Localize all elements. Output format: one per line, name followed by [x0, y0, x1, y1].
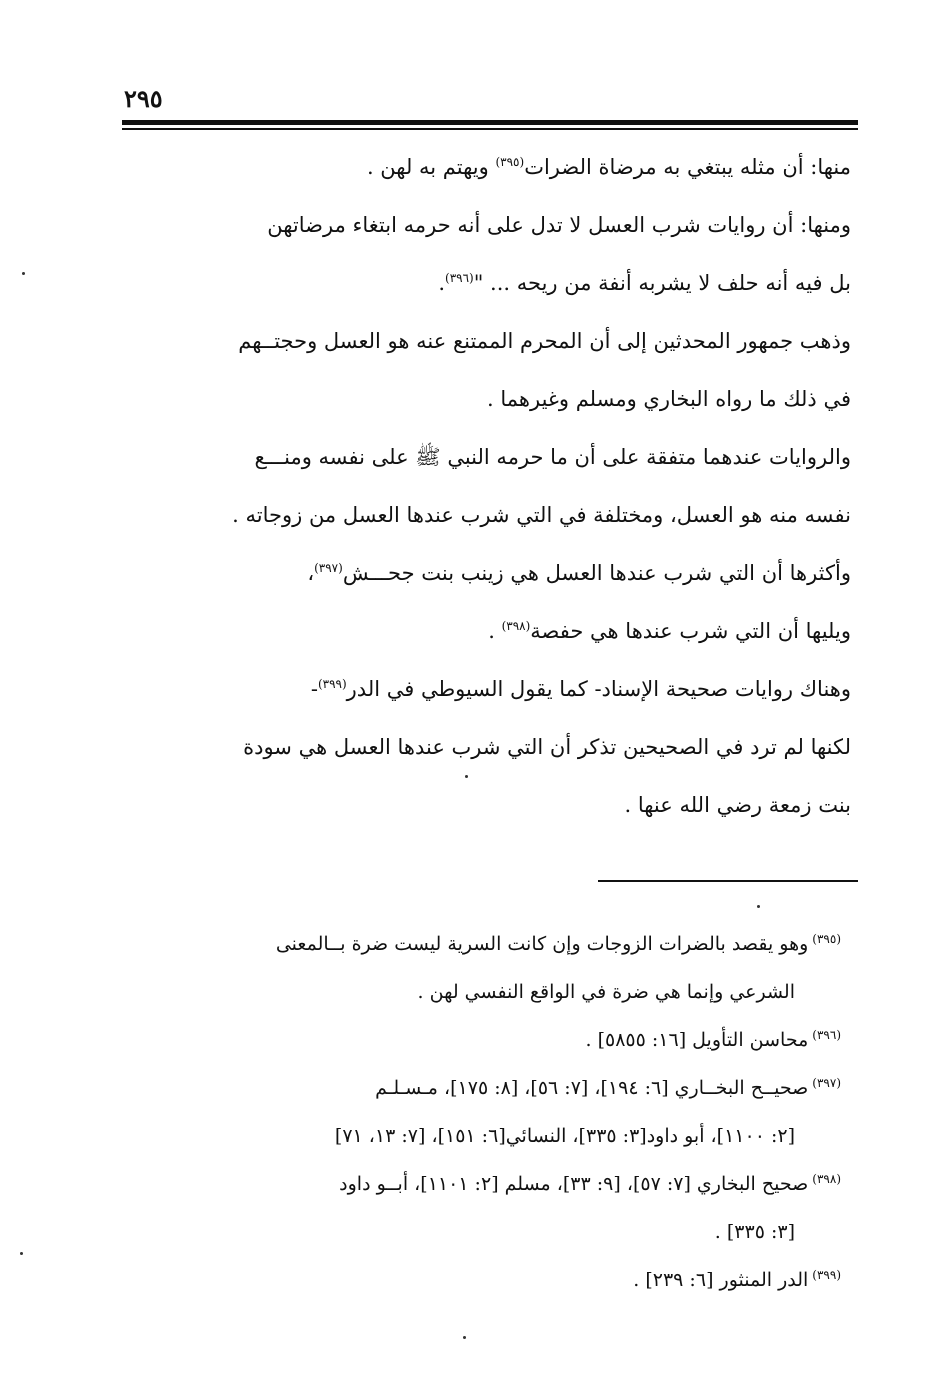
footnote-number: (٣٩٧)	[812, 1075, 841, 1090]
scan-speck	[463, 1336, 466, 1339]
footnote-number: (٣٩٦)	[812, 1027, 841, 1042]
text-line: لكنها لم ترد في الصحيحين تذكر أن التي شرب عندها العسل هي سودة	[243, 735, 851, 759]
footnote-separator	[598, 880, 858, 882]
text-line: بنت زمعة رضي الله عنها .	[624, 793, 851, 817]
footnote-line: $^{(٣٩٧)}$صحيــح البخــاري [٦: ١٩٤]، [٧: ٥٦]، [٨: ١٧٥]، مـسـلـم	[375, 1075, 841, 1099]
text-line: في ذلك ما رواه البخاري ومسلم وغيرهما .	[487, 387, 851, 411]
footnote-line: الشرعي وإنما هي ضرة في الواقع النفسي لهن .	[417, 981, 795, 1003]
footnote-ref[interactable]: (٣٩٦)	[445, 271, 474, 285]
footnote-ref[interactable]: (٣٩٥)	[495, 155, 525, 169]
footnotes	[251, 920, 841, 1304]
footnote-line: $^{(٣٩٥)}$وهو يقصد بالضرات الزوجات وإن كانت السرية ليست ضرة بــالمعنى	[275, 931, 841, 955]
text-line: والروايات عندهما متفقة على أن ما حرمه النبي ﷺ على نفسه ومنـــع	[254, 445, 851, 469]
scan-speck	[22, 272, 25, 275]
footnote-ref[interactable]: (٣٩٩)	[317, 677, 347, 691]
footnote-ref[interactable]: (٣٩٨)	[501, 619, 531, 633]
header-rule-secondary	[122, 128, 858, 130]
text-line: وأكثرها أن التي شرب عندها العسل هي زينب بنت جحـــش$^{(٣٩٧)}$،	[307, 561, 851, 585]
footnote-number: (٣٩٩)	[812, 1267, 841, 1282]
text-line: ويليها أن التي شرب عندها هي حفصة$^{(٣٩٨)}$ .	[488, 619, 851, 643]
text-line: بل فيه أنه حلف لا يشربه أنفة من ريحه ... "$^{(٣٩٦)}$.	[438, 271, 851, 295]
text-line: منها: أن مثله يبتغي به مرضاة الضرات$^{(٣٩٥)}$ ويهتم به لهن .	[366, 155, 851, 179]
text-line: وهناك روايات صحيحة الإسناد- كما يقول السيوطي في الدر$^{(٣٩٩)}$-	[310, 677, 851, 701]
footnote-line: $^{(٣٩٦)}$محاسن التأويل [١٦: ٥٨٥٥] .	[585, 1027, 841, 1051]
scan-speck	[757, 905, 760, 908]
page-number: ٢٩٥	[124, 84, 163, 113]
text-line: ومنها: أن روايات شرب العسل لا تدل على أنه حرمه ابتغاء مرضاتهن	[267, 213, 851, 237]
text-line: نفسه منه هو العسل، ومختلفة في التي شرب عندها العسل من زوجاته .	[232, 503, 851, 527]
scan-speck	[465, 775, 468, 778]
scan-speck	[20, 1252, 23, 1255]
footnote-ref[interactable]: (٣٩٧)	[314, 561, 343, 575]
footnote-line: $^{(٣٩٨)}$صحيح البخاري [٧: ٥٧]، [٩: ٣٣]، مسلم [٢: ١١٠١]، أبــو داود	[339, 1171, 841, 1195]
text-line: وذهب جمهور المحدثين إلى أن المحرم الممتنع عنه هو العسل وحجتــهم	[238, 329, 851, 353]
footnote-line: [٢: ١١٠٠]، أبو داود[٣: ٣٣٥]، النسائي[٦: ١٥١]، [٧: ١٣، ٧١]	[334, 1125, 795, 1147]
footnote-number: (٣٩٨)	[812, 1171, 841, 1186]
footnote-line: [٣: ٣٣٥] .	[714, 1221, 795, 1243]
footnote-number: (٣٩٥)	[812, 931, 841, 946]
footnote-line: $^{(٣٩٩)}$الدر المنثور [٦: ٢٣٩] .	[633, 1267, 841, 1291]
header-rule	[122, 120, 858, 125]
main-text	[232, 138, 851, 834]
